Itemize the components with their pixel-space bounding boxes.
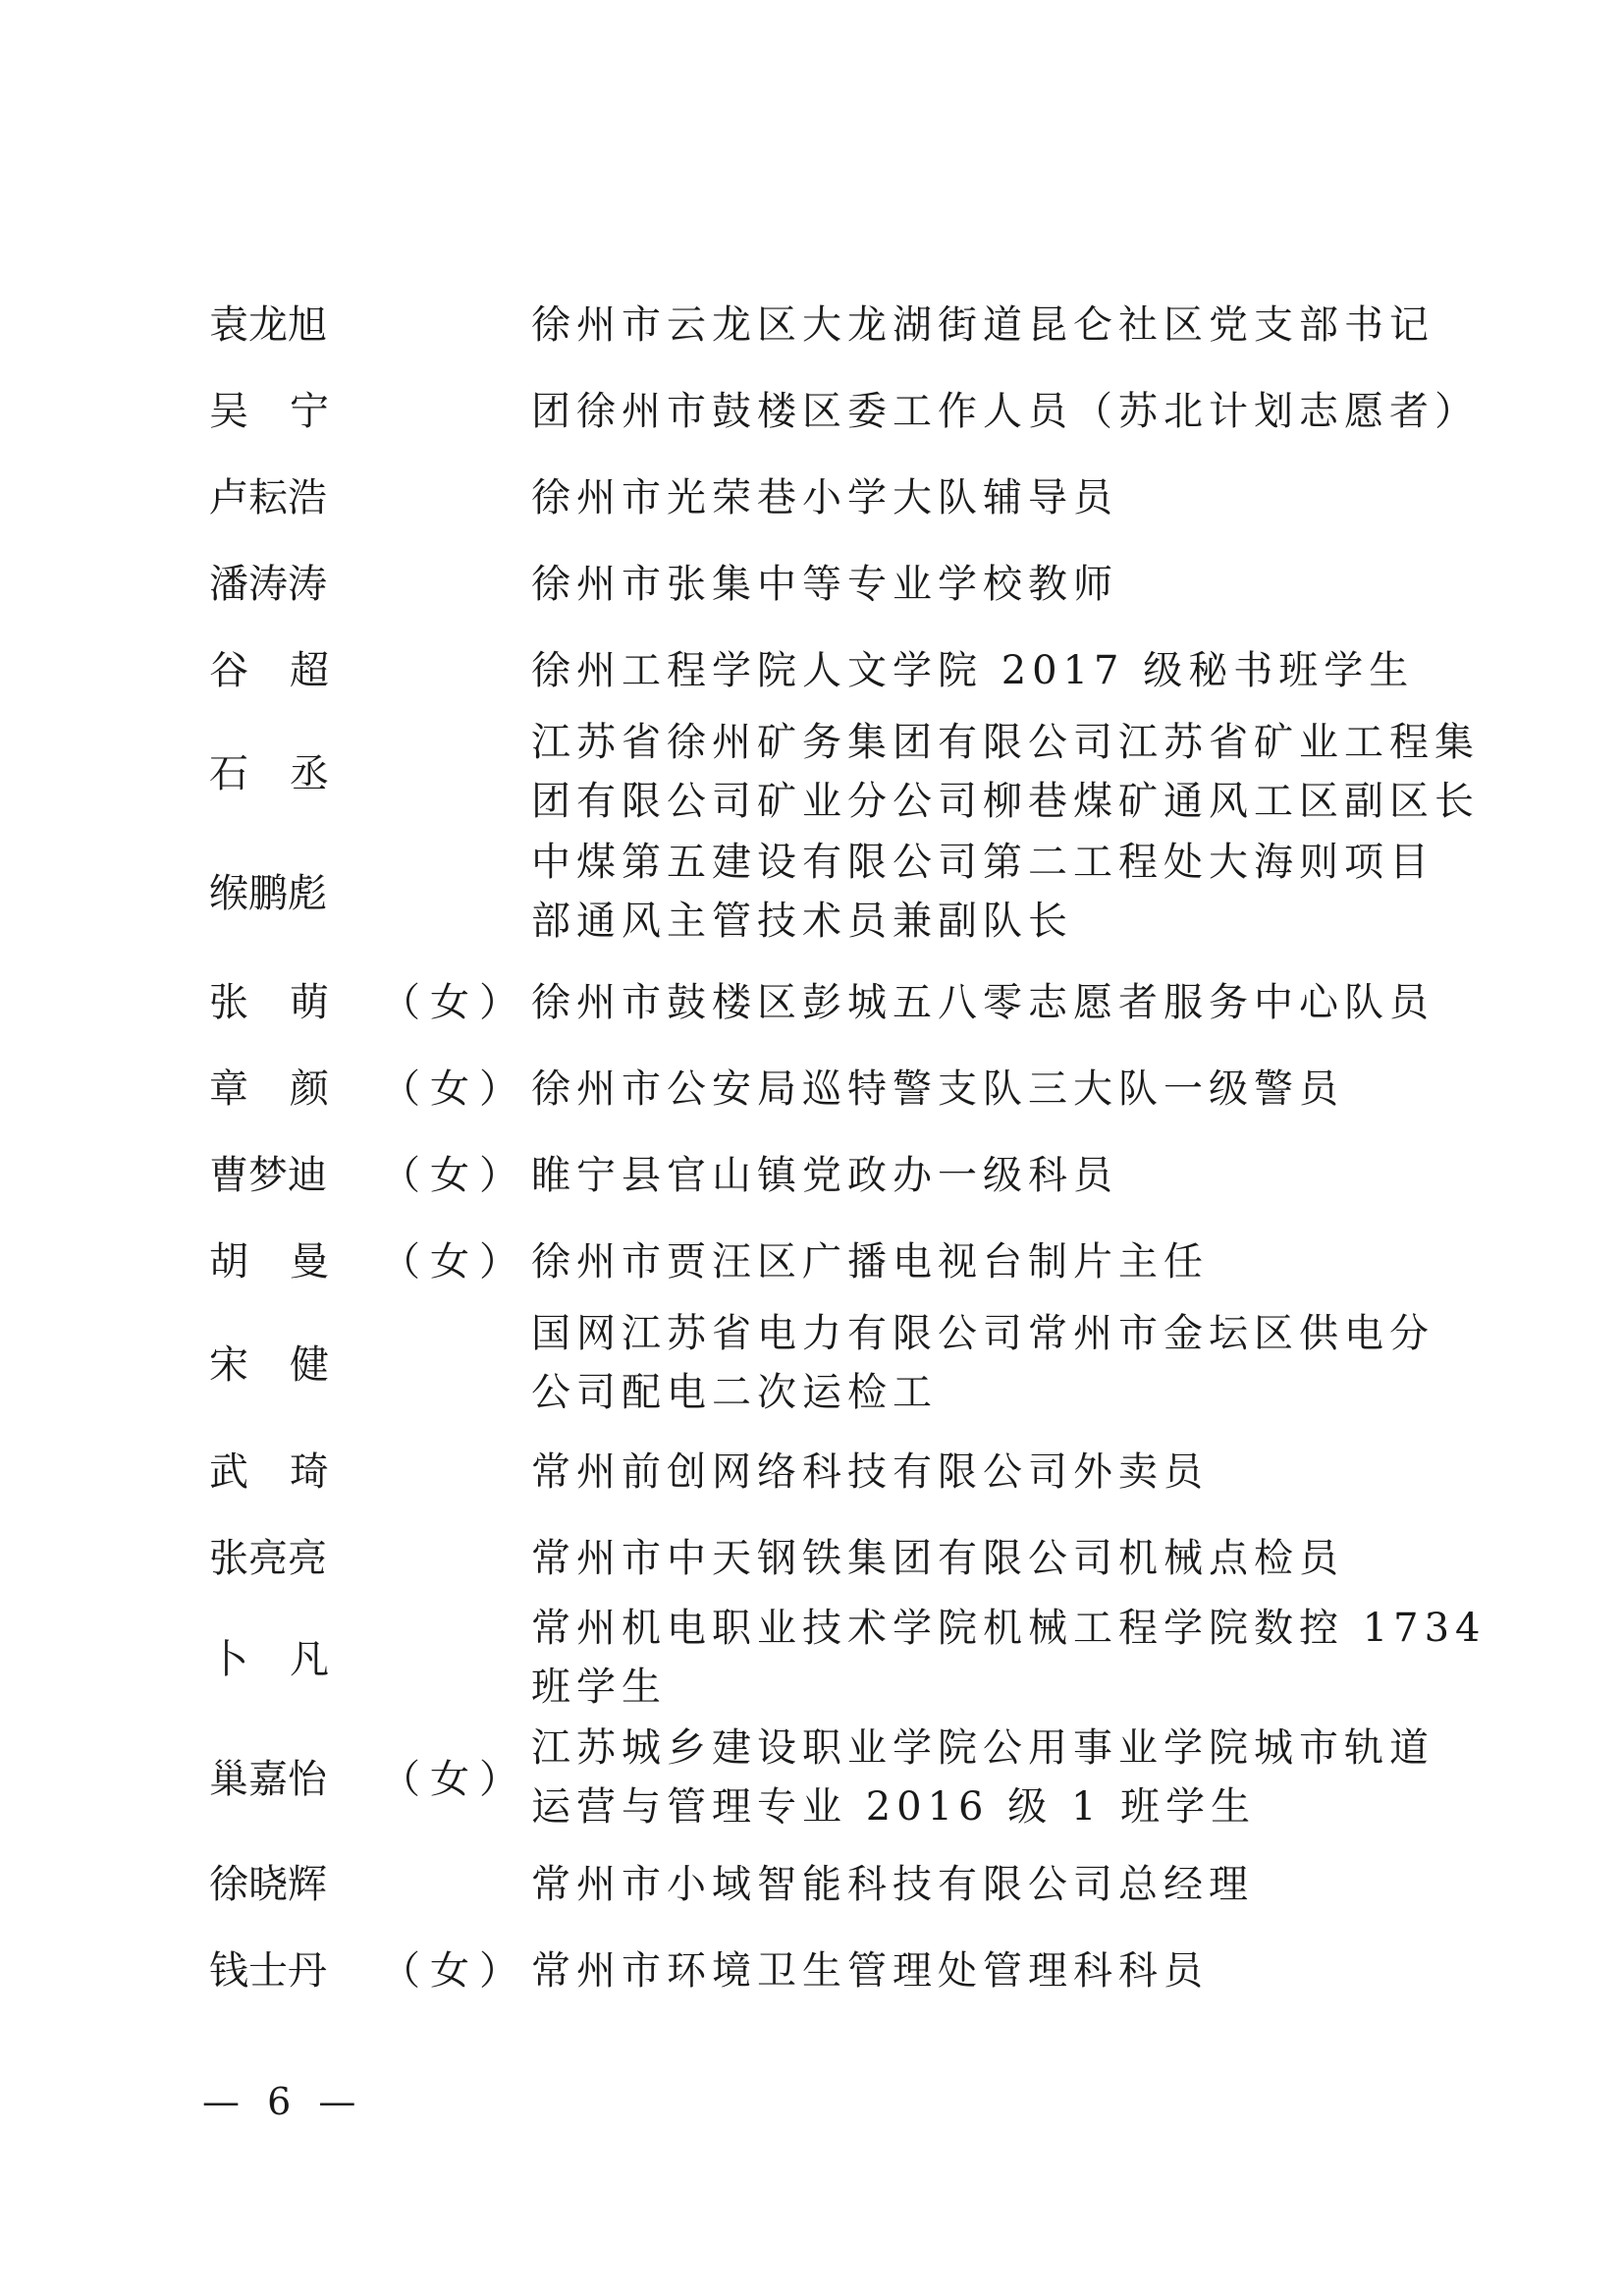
gender-label: （女） <box>381 1239 528 1285</box>
person-name: 谷超 <box>209 648 370 693</box>
person-description-line: 班学生 <box>531 1665 667 1710</box>
page-number: — 6 — <box>202 2080 364 2123</box>
gender-label: （女） <box>381 1153 528 1198</box>
person-description-line: 国网江苏省电力有限公司常州市金坛区供电分 <box>531 1311 1434 1356</box>
person-description-line: 中煤第五建设有限公司第二工程处大海则项目 <box>531 840 1434 885</box>
person-name: 缑鹏彪 <box>209 871 327 916</box>
person-name: 巢嘉怡 <box>209 1757 327 1802</box>
person-description-line: 常州市中天钢铁集团有限公司机械点检员 <box>531 1536 1344 1581</box>
person-name: 武琦 <box>209 1449 370 1495</box>
person-description-line: 徐州市鼓楼区彭城五八零志愿者服务中心队员 <box>531 980 1434 1025</box>
person-description-line: 常州市小域智能科技有限公司总经理 <box>531 1862 1254 1907</box>
person-description-line: 江苏城乡建设职业学院公用事业学院城市轨道 <box>531 1725 1434 1771</box>
person-name: 石丞 <box>209 751 370 796</box>
person-name: 潘涛涛 <box>209 562 327 607</box>
person-description-line: 徐州市贾汪区广播电视台制片主任 <box>531 1239 1209 1285</box>
person-description-line: 运营与管理专业 2016 级 1 班学生 <box>531 1784 1257 1830</box>
person-description-line: 常州前创网络科技有限公司外卖员 <box>531 1449 1209 1495</box>
gender-label: （女） <box>381 1066 528 1112</box>
person-name: 张亮亮 <box>209 1536 327 1581</box>
person-name: 徐晓辉 <box>209 1862 327 1907</box>
person-description-line: 常州市环境卫生管理处管理科科员 <box>531 1948 1209 1994</box>
person-description-line: 徐州市光荣巷小学大队辅导员 <box>531 475 1118 520</box>
person-name: 胡曼 <box>209 1239 370 1285</box>
person-name: 袁龙旭 <box>209 302 327 348</box>
gender-label: （女） <box>381 980 528 1025</box>
person-description-line: 团徐州市鼓楼区委工作人员（苏北计划志愿者） <box>531 389 1480 434</box>
person-name: 曹梦迪 <box>209 1153 327 1198</box>
person-description-line: 徐州市张集中等专业学校教师 <box>531 562 1118 607</box>
person-name: 卜凡 <box>209 1637 370 1682</box>
person-name: 吴宁 <box>209 389 370 434</box>
gender-label: （女） <box>381 1757 528 1802</box>
person-description-line: 部通风主管技术员兼副队长 <box>531 899 1073 944</box>
person-name: 张萌 <box>209 980 370 1025</box>
person-description-line: 徐州市公安局巡特警支队三大队一级警员 <box>531 1066 1344 1112</box>
person-description-line: 团有限公司矿业分公司柳巷煤矿通风工区副区长 <box>531 779 1480 824</box>
person-name: 卢耘浩 <box>209 475 327 520</box>
person-description-line: 睢宁县官山镇党政办一级科员 <box>531 1153 1118 1198</box>
person-description-line: 公司配电二次运检工 <box>531 1370 938 1415</box>
person-description-line: 徐州工程学院人文学院 2017 级秘书班学生 <box>531 648 1415 693</box>
person-name: 章颜 <box>209 1066 370 1112</box>
person-name: 宋健 <box>209 1342 370 1388</box>
person-name: 钱士丹 <box>209 1948 327 1994</box>
person-description-line: 常州机电职业技术学院机械工程学院数控 1734 <box>531 1606 1487 1651</box>
person-description-line: 徐州市云龙区大龙湖街道昆仑社区党支部书记 <box>531 302 1434 348</box>
gender-label: （女） <box>381 1948 528 1994</box>
person-description-line: 江苏省徐州矿务集团有限公司江苏省矿业工程集 <box>531 720 1480 765</box>
